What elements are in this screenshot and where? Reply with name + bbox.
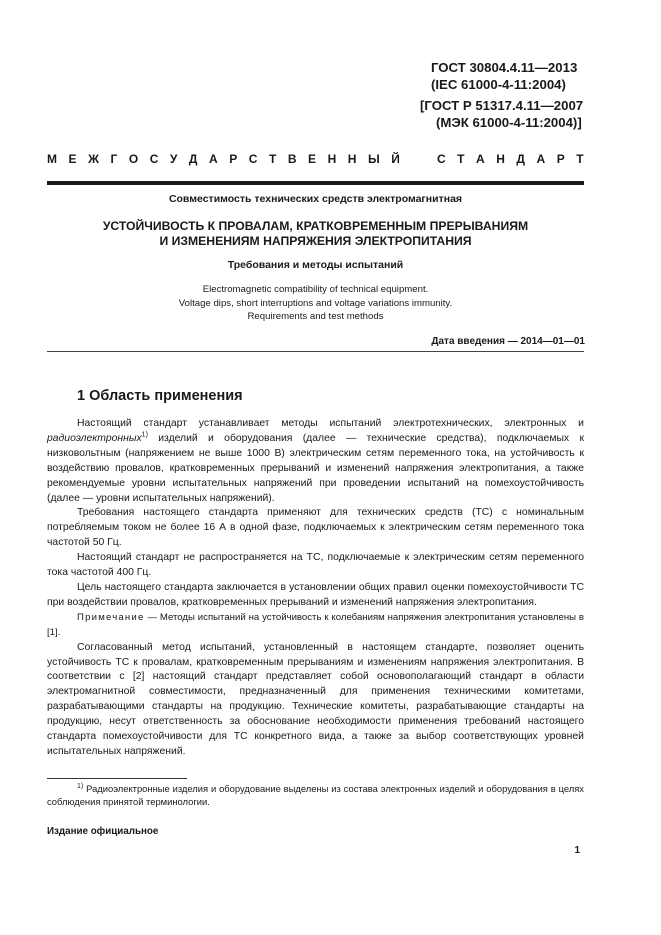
interstate-letter: А <box>208 152 218 166</box>
main-title <box>47 219 584 249</box>
date-divider <box>47 351 584 352</box>
standard-letter: С <box>436 152 446 166</box>
english-title-line1: Electromagnetic compatibility of technical equipment. <box>202 284 429 295</box>
interstate-letter: Е <box>68 152 77 166</box>
standard-letter: Т <box>576 152 584 166</box>
note <box>47 611 584 641</box>
interstate-letter: Г <box>110 152 118 166</box>
page-number: 1 <box>574 845 580 856</box>
footnote-mark: 1) <box>77 782 84 790</box>
section-body <box>47 417 584 760</box>
interstate-letter: Т <box>268 152 277 166</box>
standard-letter: Р <box>556 152 565 166</box>
interstate-standard-banner <box>47 152 584 166</box>
interstate-letter: С <box>149 152 159 166</box>
compatibility-title: Совместимость технических средств электромагнитная <box>168 193 463 205</box>
paragraph-applicability: Требования настоящего стандарта применяют для технических средств (ТС) с номинальным потребляемым током не более 16 А в одной фазе, подключаемых к электрическим сетям переменного тока частотой 50 Гц. <box>47 507 584 549</box>
interstate-letter: О <box>128 152 139 166</box>
gost-number: ГОСТ 30804.4.11—2013 <box>431 60 578 75</box>
standard-letter: Т <box>457 152 465 166</box>
banner-divider <box>47 181 584 185</box>
iec-number: (IEC 61000-4-11:2004) <box>431 77 566 92</box>
requirements-subtitle: Требования и методы испытаний <box>227 259 404 271</box>
section-heading: 1 Область применения <box>77 388 243 404</box>
paragraph-exclusion: Настоящий стандарт не распространяется на ТС, подключаемые к электрическим сетям переменного тока частотой 400 Гц. <box>47 552 584 579</box>
paragraph-scope: Настоящий стандарт устанавливает методы испытаний электротехнических, электронных и радиоэлектронных$^{1)}$ изделий и оборудования (далее — технические средства), подключаемых к низковольтным (напряжением не выше 1000 В) электрическим сетям переменного тока, на устойчивость к воздействию провалов, кратковременных прерываний и изменений напряжения электропитания, а также рекомендуемые уровни испытательных напряжений при проведении испытаний на помехоустойчивость (далее — уровни испытательных напряжений). <box>47 418 584 504</box>
interstate-letter: Н <box>347 152 357 166</box>
interstate-gap <box>411 152 425 166</box>
standard-letter: А <box>476 152 485 166</box>
interstate-letter: Н <box>327 152 337 166</box>
interstate-letter: Р <box>229 152 238 166</box>
footnote <box>47 782 584 809</box>
interstate-letter: М <box>47 152 57 166</box>
interstate-letter: С <box>248 152 258 166</box>
interstate-letter: Ы <box>367 152 380 166</box>
note-label: Примечание <box>77 611 145 623</box>
introduction-date: Дата введения — 2014—01—01 <box>431 336 585 347</box>
footnote-text: Радиоэлектронные изделия и оборудование выделены из состава электронных изделий и оборудования в целях соблюдения принятой терминологии. <box>47 783 584 808</box>
english-title <box>47 283 584 324</box>
mek-number: (МЭК 61000-4-11:2004)] <box>436 115 582 130</box>
paragraph-purpose: Цель настоящего стандарта заключается в установлении общих правил оценки помехоустойчивости ТС при воздействии провалов, кратковременных прерываний и изменений напряжения электропитания. <box>47 581 584 608</box>
interstate-letter: Д <box>188 152 198 166</box>
paragraph-method: Согласованный метод испытаний, установленный в настоящем стандарте, позволяет оценить устойчивость ТС к провалам, кратковременным прерываниям и изменениям напряжения электропитания. В соответствии с [2] настоящий стандарт представляет собой основополагающий стандарт в области электромагнитной совместимости, предназначенный для применения техническими комитетами, разрабатывающими стандарты на продукцию. Технические комитеты, разрабатывающие стандарты на продукцию, несут ответственность за обоснование необходимости применения требований настоящего стандарта помехоустойчивости для ТС конкретного вида, а также за выбор соответствующих уровней испытательных напряжений. <box>47 641 584 757</box>
standard-letter: Д <box>516 152 525 166</box>
standard-letter: А <box>536 152 546 166</box>
italic-term: радиоэлектронных <box>47 432 142 444</box>
interstate-letter: Е <box>308 152 317 166</box>
main-title-line1: УСТОЙЧИВОСТЬ К ПРОВАЛАМ, КРАТКОВРЕМЕННЫМ ПРЕРЫВАНИЯМ <box>102 219 529 233</box>
interstate-letter: Ж <box>88 152 99 166</box>
interstate-letter: Й <box>391 152 400 166</box>
main-title-line2: И ИЗМЕНЕНИЯМ НАПРЯЖЕНИЯ ЭЛЕКТРОПИТАНИЯ <box>159 234 472 248</box>
interstate-letter: У <box>169 152 178 166</box>
gost-r-designation-block <box>420 97 585 131</box>
standard-letter: Н <box>496 152 505 166</box>
interstate-letter: В <box>287 152 297 166</box>
footnote-divider <box>47 778 187 779</box>
english-title-line2: Voltage dips, short interruptions and voltage variations immunity. <box>178 297 453 309</box>
gost-designation-block <box>431 59 585 93</box>
english-title-line3: Requirements and test methods <box>247 311 384 323</box>
note-text: — Методы испытаний на устойчивость к колебаниям напряжения электропитания установлены в [1]. <box>47 611 584 638</box>
gost-r-number: [ГОСТ Р 51317.4.11—2007 <box>420 98 584 113</box>
footnote-ref: 1) <box>141 431 148 439</box>
official-edition-label: Издание официальное <box>47 826 159 837</box>
